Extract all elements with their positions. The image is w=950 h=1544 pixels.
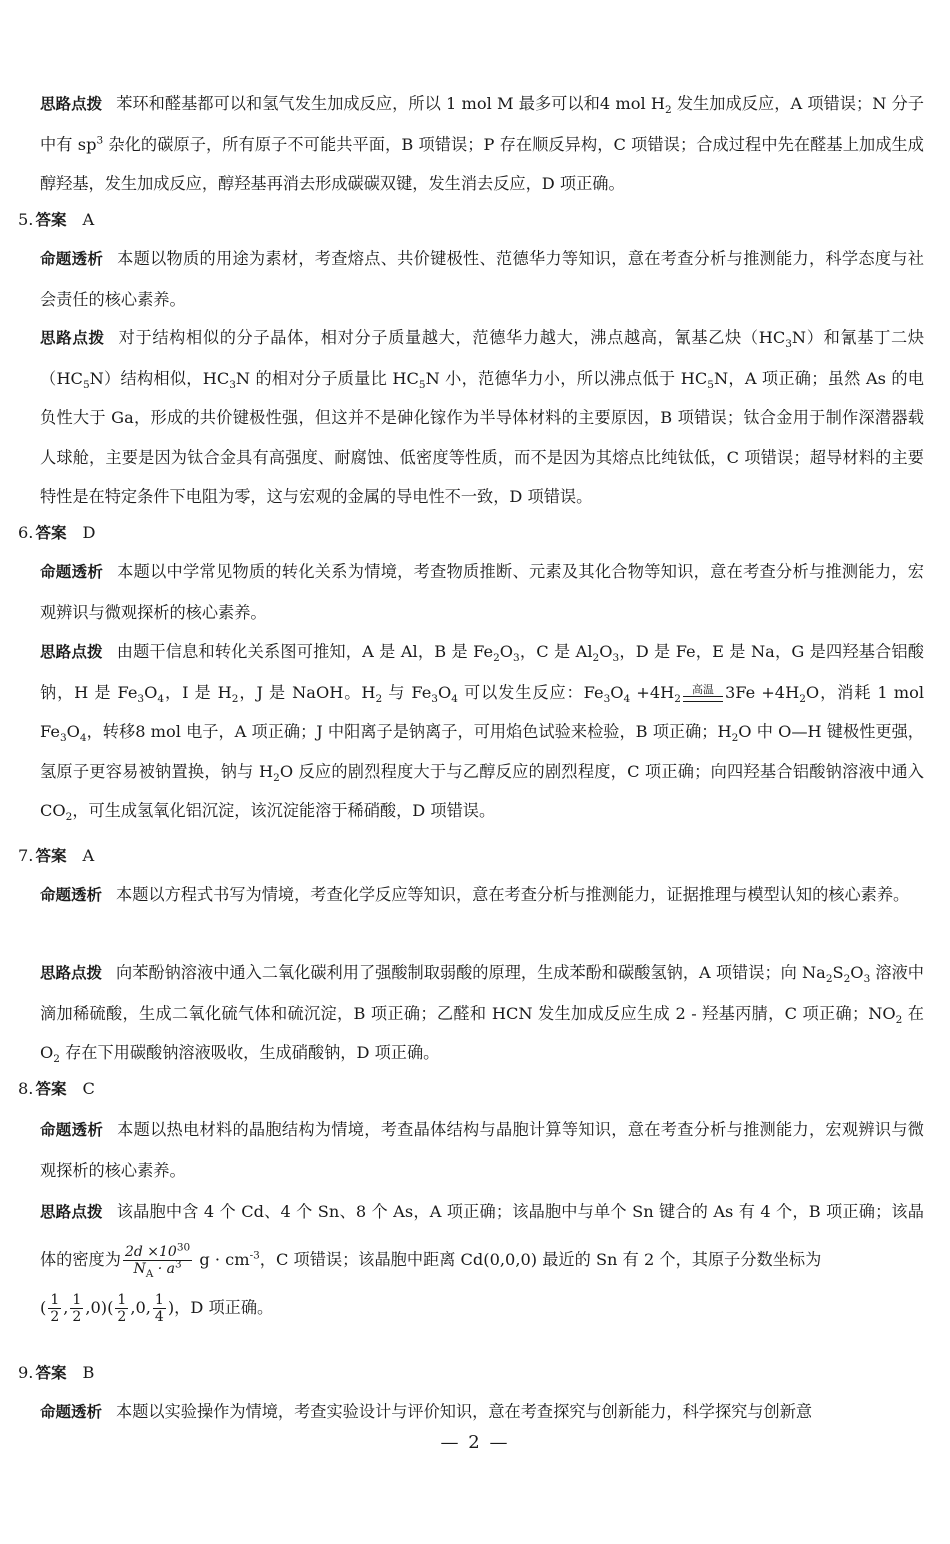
q8-silu-paragraph: 思路点拨 该晶胞中含 4 个 Cd、4 个 Sn、8 个 As，A 项正确；该晶胞中与单个 Sn 键合的 As 有 4 个，B 项正确；该晶体的密度为 $\frac{2d \times 10^{30}}{N_A \cdot a^3}$ $g \cdot cm^{-3}$，C 项错误；该晶胞中距离 Cd(0,0,0) 最近的 Sn 有 2 个，其原子分数坐标为 ( $\frac{1}{2}$ , $\frac{1}{2}$ ,0)( $\frac{1}{2}$ ,0, $\frac{1}{4}$ )，D 项正确。 xyxy=(40,1202,924,1325)
q7-answer: A xyxy=(82,846,95,865)
q5-answer: A xyxy=(82,210,95,229)
q6-mingti-paragraph: 命题透析 本题以中学常见物质的转化关系为情境，考查物质推断、元素及其化合物等知识，意在考查分析与推测能力，宏观辨识与微观探析的核心素养。 xyxy=(40,562,924,622)
q9-answer-line: 9. 答案 B xyxy=(18,1363,95,1382)
q8-answer: C xyxy=(82,1079,95,1098)
q7-silu-paragraph: 思路点拨 向苯酚钠溶液中通入二氧化碳利用了强酸制取弱酸的原理，生成苯酚和碳酸氢钠，A 项错误；向 $Na_2S_2O_3$ 溶液中滴加稀硫酸，生成二氧化硫气体和硫沉淀，B 项正确；乙醛和 HCN 发生加成反应生成 2 - 羟基丙腈，C 项正确；$NO_2$ 在 $O_2$ 存在下用碳酸钠溶液吸收，生成硝酸钠，D 项正确。 xyxy=(40,963,924,1066)
q5-answer-line: 5. 答案 A xyxy=(18,210,95,229)
q8-answer-line: 8. 答案 C xyxy=(18,1079,95,1098)
density-fraction: $\frac{2d \times 10^{30}}{N_A \cdot a^3}$ xyxy=(124,1241,191,1280)
q7-answer-line: 7. 答案 A xyxy=(18,846,95,865)
q5-mingti-paragraph: 命题透析 本题以物质的用途为素材，考查熔点、共价键极性、范德华力等知识，意在考查分析与推测能力，科学态度与社会责任的核心素养。 xyxy=(40,249,924,309)
q7-mingti-paragraph: 命题透析 本题以方程式书写为情境，考查化学反应等知识，意在考查分析与推测能力，证据推理与模型认知的核心素养。 xyxy=(40,885,910,904)
page-number: — 2 — xyxy=(440,1432,510,1453)
q9-mingti-paragraph: 命题透析 本题以实验操作为情境，考查实验设计与评价知识，意在考查探究与创新能力，科学探究与创新意 xyxy=(40,1402,813,1421)
q6-answer-line: 6. 答案 D xyxy=(18,523,96,542)
q9-answer: B xyxy=(82,1363,95,1382)
q4-silu-paragraph: 思路点拨 苯环和醛基都可以和氢气发生加成反应，所以 1 mol M 最多可以和4 mol $H_2$ 发生加成反应，A 项错误；N 分子中有 $sp^3$ 杂化的碳原子，所有原子不可能共平面，B 项错误；P 存在顺反异构，C 项错误；合成过程中先在醛基上加成生成醇羟基，发生加成反应，醇羟基再消去形成碳碳双键，发生消去反应，D 项正确。 xyxy=(40,94,924,193)
reaction-condition: 高温 xyxy=(683,684,723,702)
q8-mingti-paragraph: 命题透析 本题以热电材料的晶胞结构为情境，考查晶体结构与晶胞计算等知识，意在考查分析与推测能力，宏观辨识与微观探析的核心素养。 xyxy=(40,1120,924,1180)
q5-silu-paragraph: 思路点拨 对于结构相似的分子晶体，相对分子质量越大，范德华力越大，沸点越高，氰基乙炔$(HC_3N)$和氰基丁二炔$(HC_5N)$结构相似，$HC_3N$ 的相对分子质量比 $HC_5N$ 小，范德华力小，所以沸点低于 $HC_5N$，A 项正确；虽然 As 的电负性大于 Ga，形成的共价键极性强，但这并不是砷化镓作为半导体材料的主要原因，B 项错误；钛合金用于制作深潜器载人球舱，主要是因为钛合金具有高强度、耐腐蚀、低密度等性质，而不是因为其熔点比纯钛低，C 项错误；超导材料的主要特性是在特定条件下电阻为零，这与宏观的金属的导电性不一致，D 项错误。 xyxy=(40,328,924,506)
q6-answer: D xyxy=(82,523,96,542)
q6-silu-paragraph: 思路点拨 由题干信息和转化关系图可推知，A 是 Al，B 是 $Fe_2O_3$，C 是 $Al_2O_3$，D 是 Fe，E 是 Na，G 是四羟基合铝酸钠，H 是 $Fe_3O_4$，I 是 $H_2$，J 是 NaOH。$H_2$ 与 $Fe_3O_4$ 可以发生反应：$Fe_3O_4 +4H_2$ 高温 $3Fe +4H_2O$，消耗 1 mol $Fe_3O_4$，转移8 mol 电子，A 项正确；J 中阳离子是钠离子，可用焰色试验来检验，B 项正确；$H_2O$ 中 O—H 键极性更强，氢原子更容易被钠置换，钠与 $H_2O$ 反应的剧烈程度大于与乙醇反应的剧烈程度，C 项正确；向四羟基合铝酸钠溶液中通入 $CO_2$，可生成氢氧化铝沉淀，该沉淀能溶于稀硝酸，D 项错误。 xyxy=(40,642,925,824)
label-silu: 思路点拨 xyxy=(40,95,103,113)
